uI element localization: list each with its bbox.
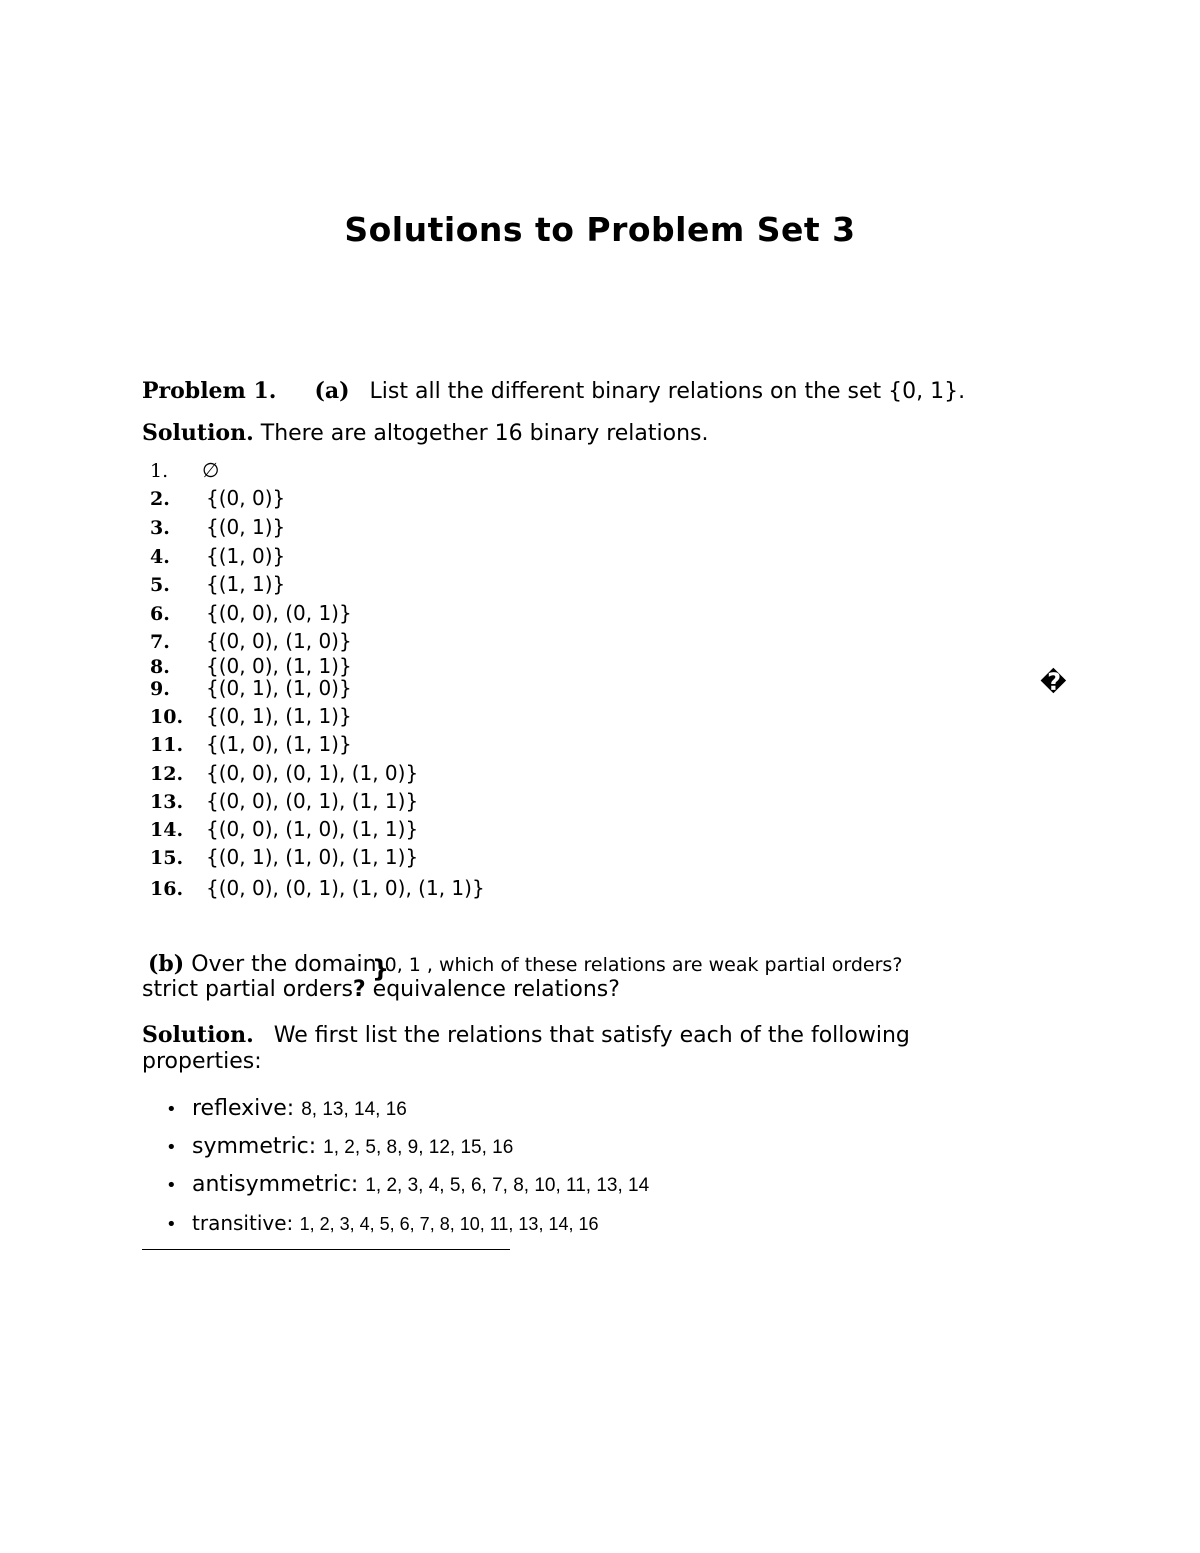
relation-text: {(0, 0), (0, 1), (1, 0), (1, 1)} <box>206 876 485 900</box>
solution-label: Solution. <box>142 420 254 446</box>
relation-item <box>150 572 285 597</box>
list-number: 1. <box>150 460 169 482</box>
list-number: 15. <box>150 847 184 869</box>
bullet-icon: • <box>166 1137 177 1158</box>
page-title: Solutions to Problem Set 3 <box>344 210 856 249</box>
relation-item <box>150 486 285 511</box>
relation-text: {(0, 0), (0, 1)} <box>206 601 352 625</box>
relation-text: {(1, 0)} <box>206 544 286 568</box>
property-values: 1, 2, 5, 8, 9, 12, 15, 16 <box>323 1137 514 1158</box>
property-item <box>166 1210 599 1238</box>
solution-text: There are altogether 16 binary relations. <box>260 421 709 446</box>
relation-text: ∅ <box>202 458 220 482</box>
problem-label: Problem 1. <box>142 378 277 404</box>
bullet-icon: • <box>166 1099 177 1120</box>
list-number: 12. <box>150 763 184 785</box>
relation-item <box>150 732 352 757</box>
part-b-line-2 <box>142 977 620 1003</box>
part-b-text-a: Over the domain <box>191 952 377 977</box>
part-a-label: (a) <box>314 378 350 404</box>
relation-text: {(0, 1), (1, 0)} <box>206 676 352 700</box>
property-name: reflexive: <box>192 1096 295 1121</box>
list-number: 13. <box>150 791 184 813</box>
list-number: 6. <box>150 603 170 625</box>
list-number: 3. <box>150 517 170 539</box>
property-name: symmetric: <box>192 1134 317 1159</box>
part-b-text-c: strict partial orders <box>142 977 353 1002</box>
bullet-icon: • <box>166 1175 177 1196</box>
solution-b-line-2: properties: <box>142 1049 262 1074</box>
list-number: 10. <box>150 706 184 728</box>
relation-item <box>150 789 418 814</box>
property-item <box>166 1096 407 1123</box>
part-b-line-1 <box>148 951 902 978</box>
bullet-icon: • <box>166 1214 177 1235</box>
relation-text: {(0, 1)} <box>206 515 286 539</box>
relation-item <box>150 629 352 654</box>
solution-b-text: We first list the relations that satisfy each of the following <box>273 1023 910 1048</box>
stray-brace: } <box>372 955 390 983</box>
relation-text: {(0, 0), (1, 0)} <box>206 629 352 653</box>
list-number: 5. <box>150 574 170 596</box>
relation-text: {(0, 0), (1, 0), (1, 1)} <box>206 817 419 841</box>
list-number: 14. <box>150 819 184 841</box>
property-name: antisymmetric: <box>192 1172 359 1197</box>
relation-text: {(0, 0), (1, 1)} <box>206 654 352 678</box>
relation-item <box>150 845 418 870</box>
list-number: 7. <box>150 631 170 653</box>
relation-item <box>150 458 219 483</box>
property-values: 1, 2, 3, 4, 5, 6, 7, 8, 10, 11, 13, 14 <box>365 1175 650 1196</box>
relation-item <box>150 601 352 626</box>
replacement-glyph: � <box>1040 668 1067 696</box>
list-number: 4. <box>150 546 170 568</box>
relation-text: {(0, 0), (0, 1), (1, 0)} <box>206 761 419 785</box>
part-b-label: (b) <box>148 951 185 977</box>
list-number: 16. <box>150 878 184 900</box>
relation-item <box>150 676 352 701</box>
solution-b-line-1 <box>142 1022 910 1049</box>
part-a-text: List all the different binary relations on the set {0, 1}. <box>369 379 966 404</box>
property-item <box>166 1134 513 1161</box>
list-number: 8. <box>150 656 170 678</box>
relation-item <box>150 817 418 842</box>
relation-text: {(0, 1), (1, 0), (1, 1)} <box>206 845 419 869</box>
footnote-divider <box>142 1249 510 1250</box>
relation-text: {(1, 0), (1, 1)} <box>206 732 352 756</box>
property-values: 1, 2, 3, 4, 5, 6, 7, 8, 10, 11, 13, 14, 16 <box>299 1214 599 1234</box>
relation-item <box>150 704 352 729</box>
property-values: 8, 13, 14, 16 <box>301 1099 407 1120</box>
stray-question: ? <box>352 977 366 1002</box>
solution-a <box>142 420 709 447</box>
part-b-text-b: 0, 1 , which of these relations are weak partial orders? <box>384 954 903 976</box>
list-number: 9. <box>150 678 170 700</box>
property-item <box>166 1172 649 1199</box>
list-number: 2. <box>150 488 170 510</box>
problem-1-statement <box>142 378 965 405</box>
list-number: 11. <box>150 734 184 756</box>
property-name: transitive: <box>192 1211 294 1235</box>
relation-text: {(0, 0)} <box>206 486 286 510</box>
solution-label: Solution. <box>142 1022 254 1048</box>
relation-text: {(0, 1), (1, 1)} <box>206 704 352 728</box>
relation-item <box>150 515 285 540</box>
relation-text: {(0, 0), (0, 1), (1, 1)} <box>206 789 419 813</box>
relation-item <box>150 544 285 569</box>
relation-text: {(1, 1)} <box>206 572 286 596</box>
relation-item <box>150 876 485 901</box>
relation-item <box>150 761 418 786</box>
part-b-text-d: equivalence relations? <box>372 977 620 1002</box>
